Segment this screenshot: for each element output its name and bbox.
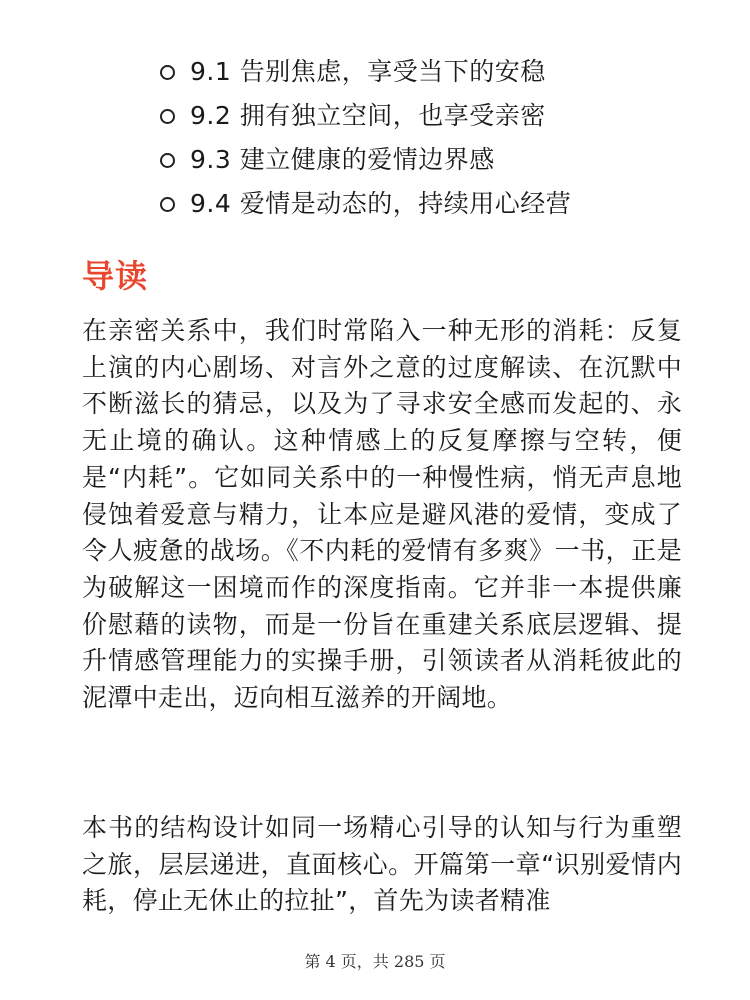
toc-item-text: 9.2 拥有独立空间，也享受亲密 bbox=[190, 101, 546, 130]
hollow-circle-bullet-icon bbox=[160, 109, 175, 124]
page-number-footer: 第 4 页，共 285 页 bbox=[304, 952, 446, 971]
body-paragraph: 在亲密关系中，我们时常陷入一种无形的消耗：反复上演的内心剧场、对言外之意的过度解读、在沉默中不断滋长的猜忌，以及为了寻求安全感而发起的、永无止境的确认。这种情感上的反复摩擦与空转，便是“内耗”。它如同关系中的一种慢性病，悄无声息地侵蚀着爱意与精力，让本应是避风港的爱情，变成了令人疲惫的战场。《不内耗的爱情有多爽》一书，正是为破解这一困境而作的深度指南。它并非一本提供廉价慰藉的读物，而是一份旨在重建关系底层逻辑、提升情感管理能力的实操手册，引领读者从消耗彼此的泥潭中走出，迈向相互滋养的开阔地。 bbox=[82, 316, 682, 713]
toc-item-text: 9.1 告别焦虑，享受当下的安稳 bbox=[190, 57, 546, 86]
toc-item-text: 9.3 建立健康的爱情边界感 bbox=[190, 145, 495, 174]
toc-item bbox=[160, 182, 571, 226]
hollow-circle-bullet-icon bbox=[160, 153, 175, 168]
toc-item bbox=[160, 50, 571, 94]
toc-item bbox=[160, 138, 571, 182]
hollow-circle-bullet-icon bbox=[160, 65, 175, 80]
section-heading: 导读 bbox=[82, 257, 149, 295]
body-paragraph: 本书的结构设计如同一场精心引导的认知与行为重塑之旅，层层递进，直面核心。开篇第一章“识别爱情内耗，停止无休止的拉扯”，首先为读者精准 bbox=[82, 813, 682, 916]
hollow-circle-bullet-icon bbox=[160, 197, 175, 212]
toc-sublist bbox=[160, 50, 571, 226]
toc-item bbox=[160, 94, 571, 138]
toc-item-text: 9.4 爱情是动态的，持续用心经营 bbox=[190, 189, 572, 218]
